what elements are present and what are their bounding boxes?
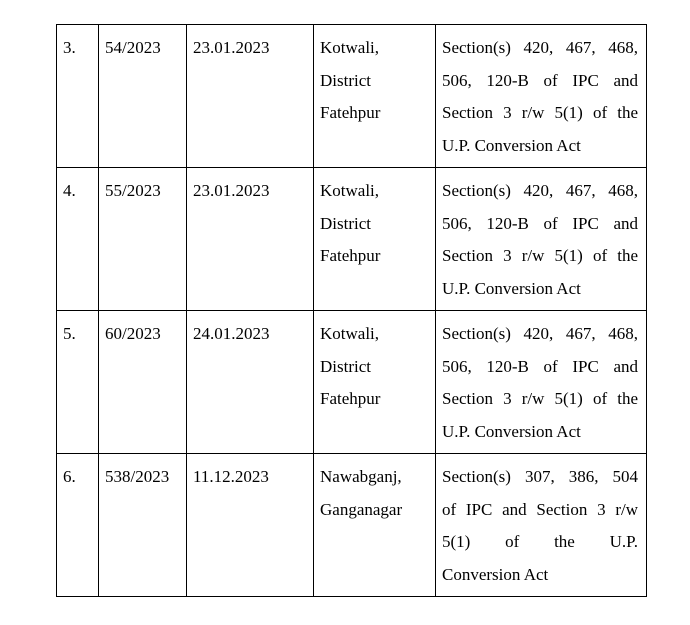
police-station-line: Fatehpur xyxy=(320,389,381,408)
date-cell: 23.01.2023 xyxy=(187,168,314,311)
table-row xyxy=(57,454,647,597)
sections-line: Section 3 r/w 5(1) of the xyxy=(442,103,638,122)
police-station-line: Fatehpur xyxy=(320,103,381,122)
table-row xyxy=(57,168,647,311)
police-station-line: District xyxy=(320,70,371,90)
sections-line: U.P. Conversion Act xyxy=(442,421,581,441)
sections-cell xyxy=(436,25,647,168)
police-station-line: Nawabganj, xyxy=(320,467,402,486)
sections-cell xyxy=(436,168,647,311)
sections-line: Section(s) 420, 467, 468, xyxy=(442,324,638,343)
police-station-cell xyxy=(314,311,436,454)
police-station-line: District xyxy=(320,213,371,233)
cases-table xyxy=(56,24,647,597)
police-station-line: District xyxy=(320,356,371,376)
table-row xyxy=(57,311,647,454)
police-station-line: Ganganagar xyxy=(320,499,403,519)
sections-line: Section 3 r/w 5(1) of the xyxy=(442,389,638,408)
serial-number-cell: 4. xyxy=(57,168,99,311)
serial-number-cell: 5. xyxy=(57,311,99,454)
sections-line: Section(s) 420, 467, 468, xyxy=(442,38,638,57)
sections-cell xyxy=(436,311,647,454)
table-row xyxy=(57,25,647,168)
fir-number-cell: 55/2023 xyxy=(99,168,187,311)
date-cell: 24.01.2023 xyxy=(187,311,314,454)
police-station-line: Fatehpur xyxy=(320,246,381,265)
fir-number-cell: 54/2023 xyxy=(99,25,187,168)
police-station-cell xyxy=(314,25,436,168)
sections-line: 5(1) of the U.P. xyxy=(442,532,638,551)
serial-number-cell: 6. xyxy=(57,454,99,597)
police-station-line: Kotwali, xyxy=(320,181,380,200)
date-cell: 23.01.2023 xyxy=(187,25,314,168)
sections-line: 506, 120-B of IPC and xyxy=(442,356,638,376)
sections-line: 506, 120-B of IPC and xyxy=(442,213,638,233)
date-cell: 11.12.2023 xyxy=(187,454,314,597)
sections-line: U.P. Conversion Act xyxy=(442,278,581,298)
sections-line: of IPC and Section 3 r/w xyxy=(442,499,638,519)
sections-line: 506, 120-B of IPC and xyxy=(442,70,638,90)
serial-number-cell: 3. xyxy=(57,25,99,168)
sections-cell xyxy=(436,454,647,597)
fir-number-cell: 538/2023 xyxy=(99,454,187,597)
police-station-cell xyxy=(314,454,436,597)
sections-line: U.P. Conversion Act xyxy=(442,135,581,155)
sections-line: Conversion Act xyxy=(442,564,549,584)
sections-line: Section(s) 420, 467, 468, xyxy=(442,181,638,200)
fir-number-cell: 60/2023 xyxy=(99,311,187,454)
police-station-line: Kotwali, xyxy=(320,38,380,57)
sections-line: Section(s) 307, 386, 504 xyxy=(442,467,638,486)
police-station-cell xyxy=(314,168,436,311)
sections-line: Section 3 r/w 5(1) of the xyxy=(442,246,638,265)
police-station-line: Kotwali, xyxy=(320,324,380,343)
